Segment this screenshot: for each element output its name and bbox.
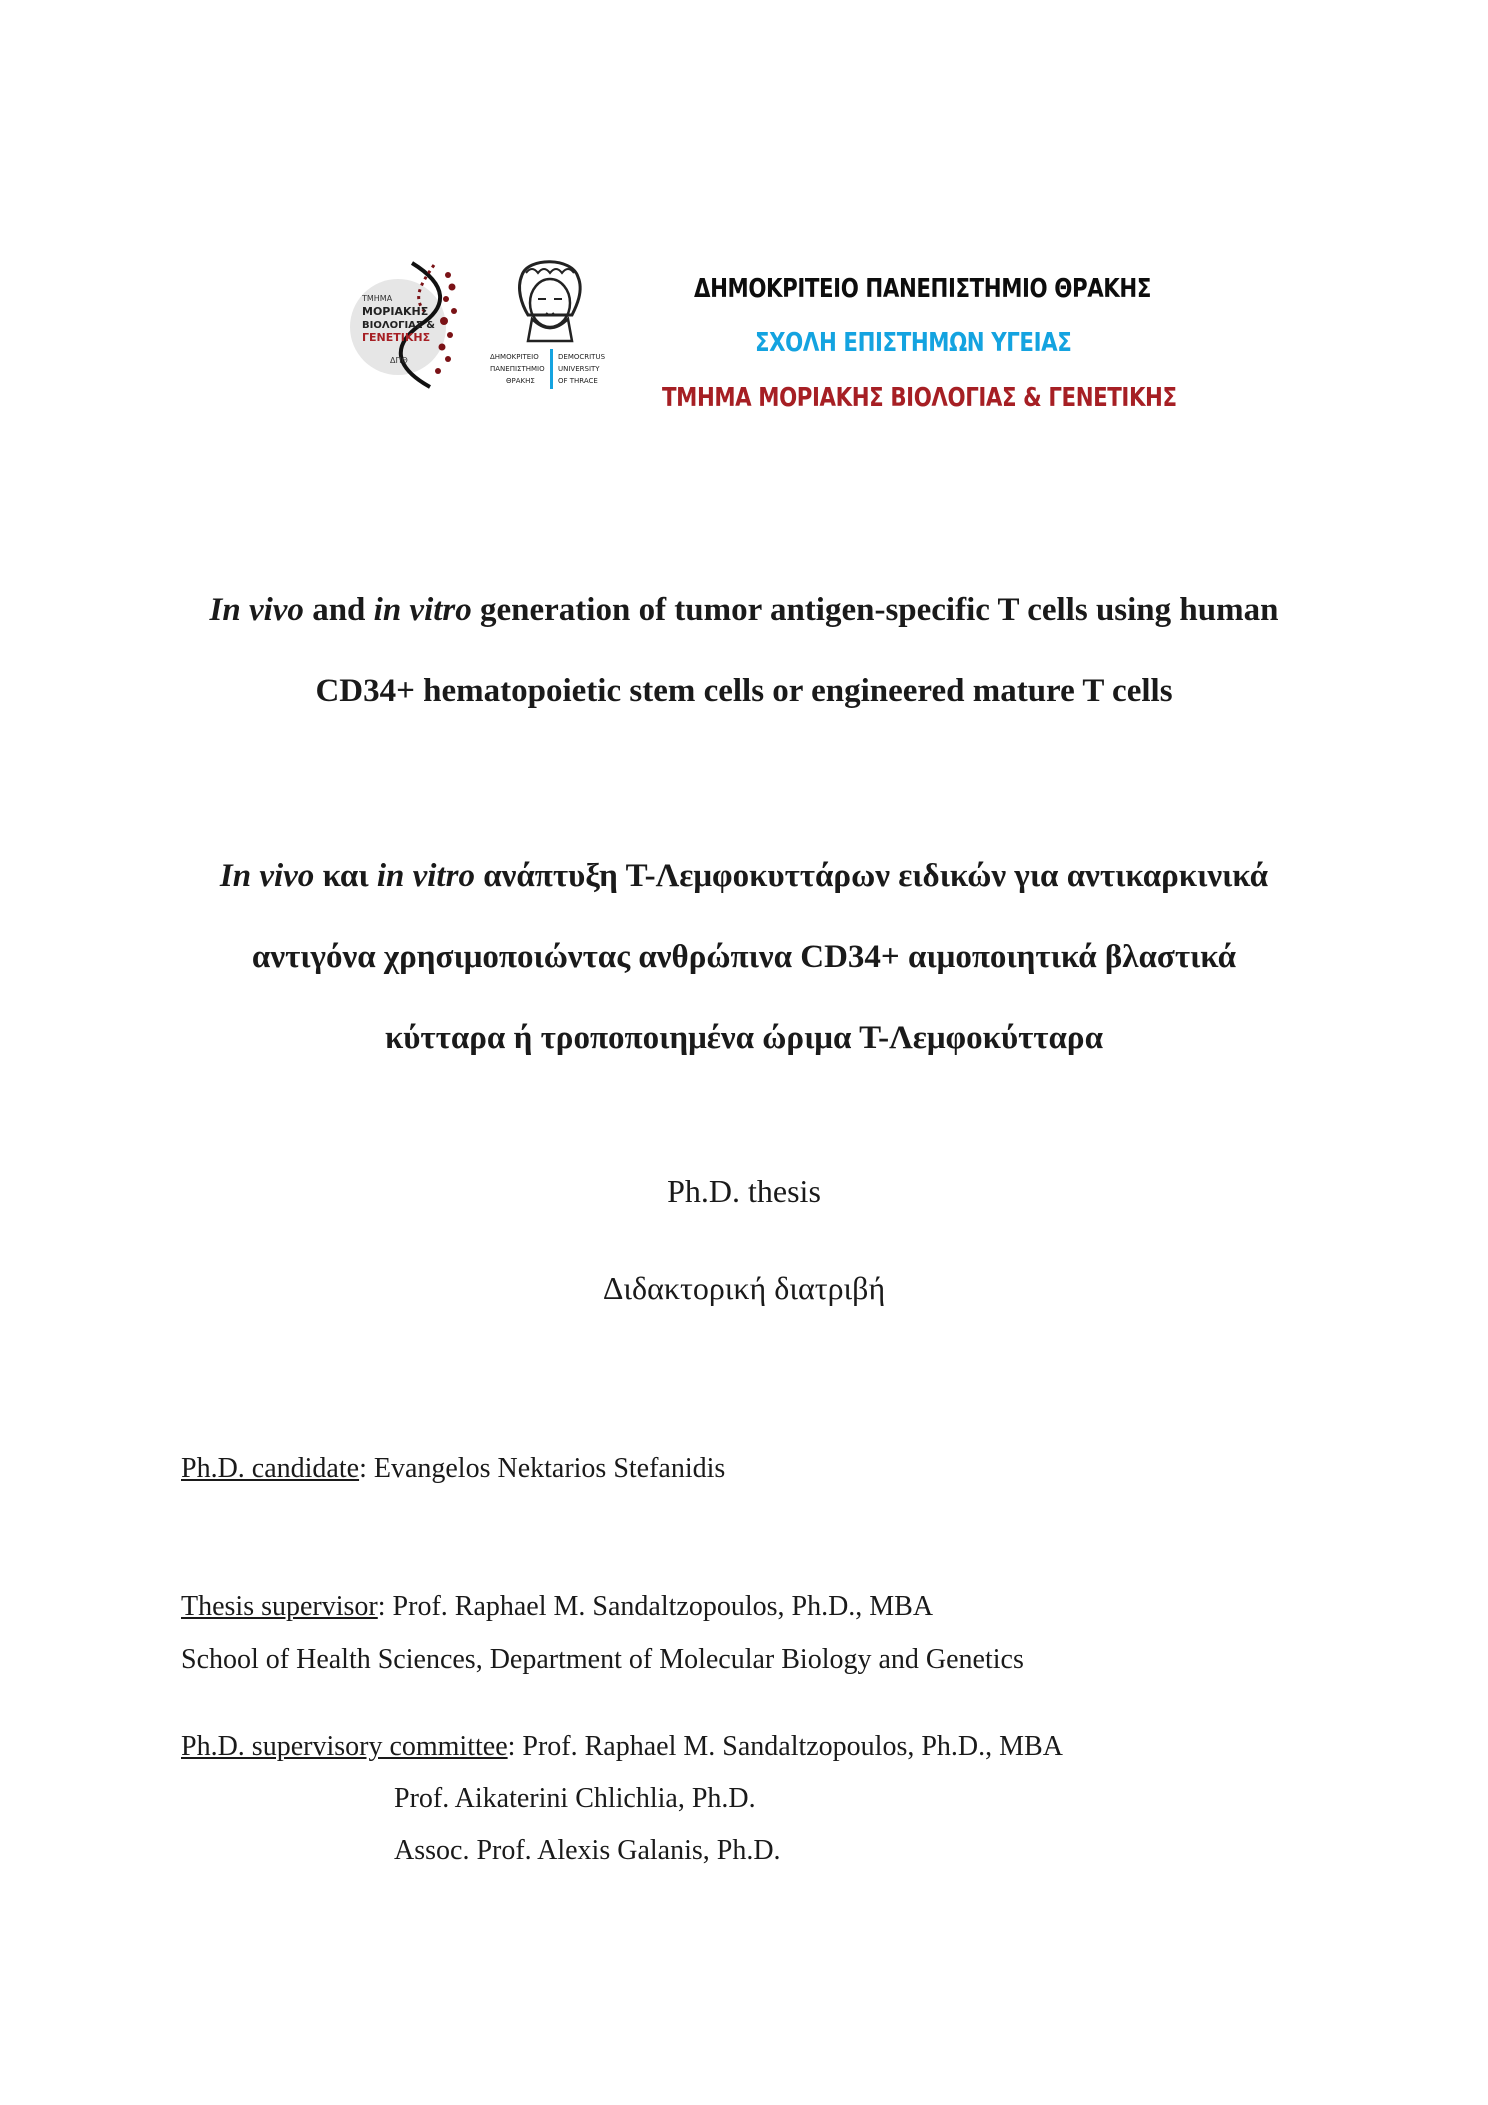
english-title-line-1: [0, 592, 1488, 629]
svg-text:OF THRACE: OF THRACE: [558, 377, 598, 385]
title-text: και: [314, 858, 377, 894]
greek-title-line-1: [0, 858, 1488, 895]
greek-title-line-2: αντιγόνα χρησιμοποιώντας ανθρώπινα CD34+ αιμοποιητικά βλαστικά: [251, 939, 1237, 975]
title-text: and: [303, 592, 374, 628]
supervisor-affiliation: School of Health Sciences, Department of Molecular Biology and Genetics: [181, 1644, 1024, 1675]
svg-text:ΘΡΑΚΗΣ: ΘΡΑΚΗΣ: [506, 377, 535, 385]
svg-text:ΜΟΡΙΑΚΗΣ: ΜΟΡΙΑΚΗΣ: [362, 305, 429, 318]
supervisor-row: [181, 1591, 933, 1623]
committee-member-1: : Prof. Raphael M. Sandaltzopoulos, Ph.D., MBA: [507, 1731, 1063, 1762]
university-logo: [488, 255, 618, 395]
committee-member-2: Prof. Aikaterini Chlichlia, Ph.D.: [394, 1783, 756, 1814]
svg-text:ΔΠΘ: ΔΠΘ: [390, 356, 408, 365]
in-vivo-term: In vivo: [209, 592, 304, 628]
in-vitro-term: in vitro: [376, 858, 475, 894]
candidate-row: [181, 1453, 725, 1485]
school-name: ΣΧΟΛΗ ΕΠΙΣΤΗΜΩΝ ΥΓΕΙΑΣ: [755, 328, 1072, 358]
title-text: generation of tumor antigen-specific T cells using human: [471, 592, 1279, 628]
svg-text:DEMOCRITUS: DEMOCRITUS: [558, 353, 606, 361]
committee-row: [181, 1731, 1063, 1763]
department-logo: [350, 255, 470, 395]
english-title-line-2: CD34+ hematopoietic stem cells or engineered mature T cells: [315, 673, 1173, 709]
candidate-name: : Evangelos Nektarios Stefanidis: [359, 1453, 726, 1484]
svg-text:ΠΑΝΕΠΙΣΤΗΜΙΟ: ΠΑΝΕΠΙΣΤΗΜΙΟ: [490, 365, 545, 373]
svg-text:ΤΜΗΜΑ: ΤΜΗΜΑ: [362, 294, 393, 303]
svg-text:ΔΗΜΟΚΡΙΤΕΙΟ: ΔΗΜΟΚΡΙΤΕΙΟ: [490, 353, 539, 361]
committee-member-3: Assoc. Prof. Alexis Galanis, Ph.D.: [394, 1835, 781, 1866]
in-vivo-term: In vivo: [219, 858, 315, 894]
candidate-label: Ph.D. candidate: [181, 1453, 360, 1484]
department-name: ΤΜΗΜΑ ΜΟΡΙΑΚΗΣ ΒΙΟΛΟΓΙΑΣ & ΓΕΝΕΤΙΚΗΣ: [662, 383, 1177, 413]
university-name: ΔΗΜΟΚΡΙΤΕΙΟ ΠΑΝΕΠΙΣΤΗΜΙΟ ΘΡΑΚΗΣ: [694, 274, 1151, 304]
dna-helix-icon: [350, 255, 470, 395]
democritus-bust-icon: [488, 255, 618, 395]
supervisor-name: : Prof. Raphael M. Sandaltzopoulos, Ph.D., MBA: [377, 1591, 934, 1622]
title-text: ανάπτυξη Τ-Λεμφοκυττάρων ειδικών για αντικαρκινικά: [474, 858, 1269, 894]
committee-label: Ph.D. supervisory committee: [181, 1731, 508, 1762]
supervisor-label: Thesis supervisor: [181, 1591, 378, 1622]
greek-title-line-3: κύτταρα ή τροποποιημένα ώριμα Τ-Λεμφοκύτταρα: [384, 1020, 1104, 1056]
svg-text:ΓΕΝΕΤΙΚΗΣ: ΓΕΝΕΤΙΚΗΣ: [362, 331, 431, 344]
svg-text:ΒΙΟΛΟΓΙΑΣ &: ΒΙΟΛΟΓΙΑΣ &: [362, 320, 435, 331]
thesis-type-english: Ph.D. thesis: [667, 1173, 821, 1209]
thesis-type-greek: Διδακτορική διατριβή: [602, 1270, 886, 1306]
in-vitro-term: in vitro: [373, 592, 472, 628]
svg-text:UNIVERSITY: UNIVERSITY: [558, 365, 600, 373]
